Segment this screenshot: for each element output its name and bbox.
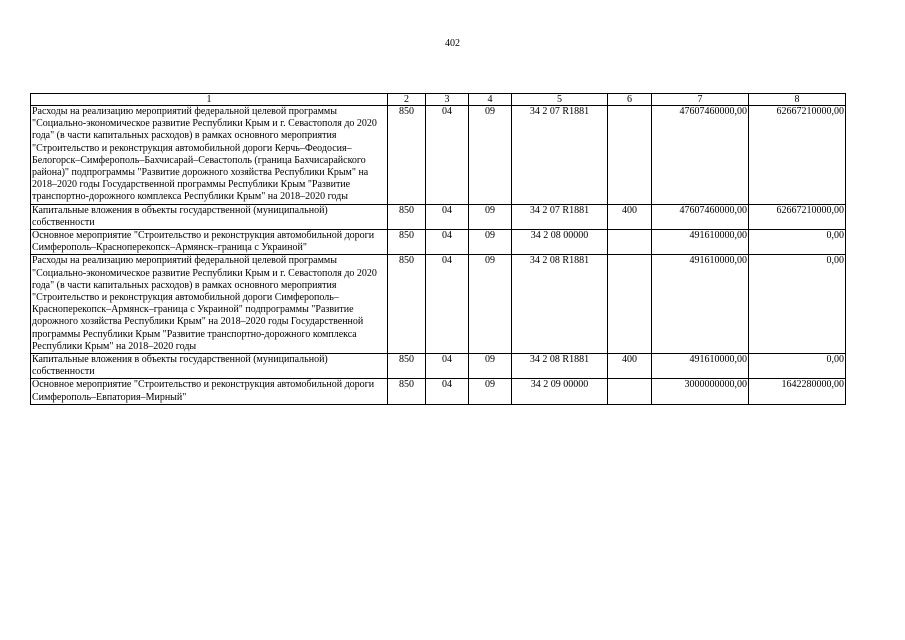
row-amount-7: 491610000,00	[652, 230, 749, 255]
row-col-3: 04	[426, 106, 469, 205]
row-amount-8: 62667210000,00	[749, 204, 846, 229]
budget-table	[30, 93, 846, 405]
table-row	[31, 230, 846, 255]
row-col-6	[608, 379, 652, 404]
row-col-6: 400	[608, 354, 652, 379]
row-col-4: 09	[469, 106, 512, 205]
row-col-2: 850	[388, 204, 426, 229]
row-col-4: 09	[469, 255, 512, 354]
row-name: Основное мероприятие "Строительство и реконструкция автомобильной дороги Симферополь–Евпатория–Мирный"	[31, 379, 388, 404]
header-col-5: 5	[512, 94, 608, 106]
row-col-2: 850	[388, 230, 426, 255]
table-row	[31, 204, 846, 229]
header-col-7: 7	[652, 94, 749, 106]
header-col-1: 1	[31, 94, 388, 106]
row-col-5: 34 2 08 R1881	[512, 354, 608, 379]
row-name: Капитальные вложения в объекты государственной (муниципальной) собственности	[31, 354, 388, 379]
row-col-6: 400	[608, 204, 652, 229]
row-col-2: 850	[388, 106, 426, 205]
header-col-6: 6	[608, 94, 652, 106]
row-col-2: 850	[388, 354, 426, 379]
row-col-3: 04	[426, 204, 469, 229]
row-col-3: 04	[426, 354, 469, 379]
row-col-5: 34 2 09 00000	[512, 379, 608, 404]
row-col-4: 09	[469, 204, 512, 229]
row-col-6	[608, 106, 652, 205]
row-col-2: 850	[388, 255, 426, 354]
row-amount-8: 0,00	[749, 354, 846, 379]
row-amount-7: 47607460000,00	[652, 204, 749, 229]
row-col-3: 04	[426, 230, 469, 255]
row-amount-8: 62667210000,00	[749, 106, 846, 205]
row-col-4: 09	[469, 379, 512, 404]
row-col-2: 850	[388, 379, 426, 404]
row-col-5: 34 2 08 R1881	[512, 255, 608, 354]
row-amount-8: 0,00	[749, 255, 846, 354]
header-col-3: 3	[426, 94, 469, 106]
row-name: Капитальные вложения в объекты государственной (муниципальной) собственности	[31, 204, 388, 229]
row-col-5: 34 2 07 R1881	[512, 204, 608, 229]
row-name: Расходы на реализацию мероприятий федеральной целевой программы "Социально-экономическое развитие Республики Крым и г. Севастополя до 2020 года" (в части капитальных расходов) в рамках основного мероприятия "Строительство и реконструкция автомобильной дороги Симферополь–Красноперекопск–Армянск–граница с Украиной" подпрограммы "Развитие дорожного хозяйства Республики Крым" на 2018–2020 годы Государственной программы Республики Крым "Развитие транспортно-дорожного комплекса Республики Крым" на 2018–2020 годы	[31, 255, 388, 354]
row-amount-7: 47607460000,00	[652, 106, 749, 205]
row-name: Основное мероприятие "Строительство и реконструкция автомобильной дороги Симферополь–Красноперекопск–Армянск–граница с Украиной"	[31, 230, 388, 255]
table-row	[31, 255, 846, 354]
row-col-5: 34 2 08 00000	[512, 230, 608, 255]
row-amount-7: 491610000,00	[652, 354, 749, 379]
header-col-4: 4	[469, 94, 512, 106]
row-col-6	[608, 230, 652, 255]
page-number: 402	[445, 38, 460, 49]
row-col-5: 34 2 07 R1881	[512, 106, 608, 205]
row-name: Расходы на реализацию мероприятий федеральной целевой программы "Социально-экономическое развитие Республики Крым и г. Севастополя до 2020 года" (в части капитальных расходов) в рамках основного мероприятия "Строительство и реконструкция автомобильной дороги Керчь–Феодосия–Белогорск–Симферополь–Бахчисарай–Севастополь (граница Бахчисарайского района)" подпрограммы "Развитие дорожного хозяйства Республики Крым" на 2018–2020 годы Государственной программы Республики Крым "Развитие транспортно-дорожного комплекса Республики Крым" на 2018–2020 годы	[31, 106, 388, 205]
table-row	[31, 354, 846, 379]
row-amount-7: 491610000,00	[652, 255, 749, 354]
row-col-6	[608, 255, 652, 354]
header-col-2: 2	[388, 94, 426, 106]
row-col-4: 09	[469, 230, 512, 255]
row-amount-8: 0,00	[749, 230, 846, 255]
row-col-4: 09	[469, 354, 512, 379]
header-col-8: 8	[749, 94, 846, 106]
row-col-3: 04	[426, 255, 469, 354]
row-amount-7: 3000000000,00	[652, 379, 749, 404]
table-row	[31, 106, 846, 205]
table-row	[31, 379, 846, 404]
row-col-3: 04	[426, 379, 469, 404]
table-header-row	[31, 94, 846, 106]
row-amount-8: 1642280000,00	[749, 379, 846, 404]
